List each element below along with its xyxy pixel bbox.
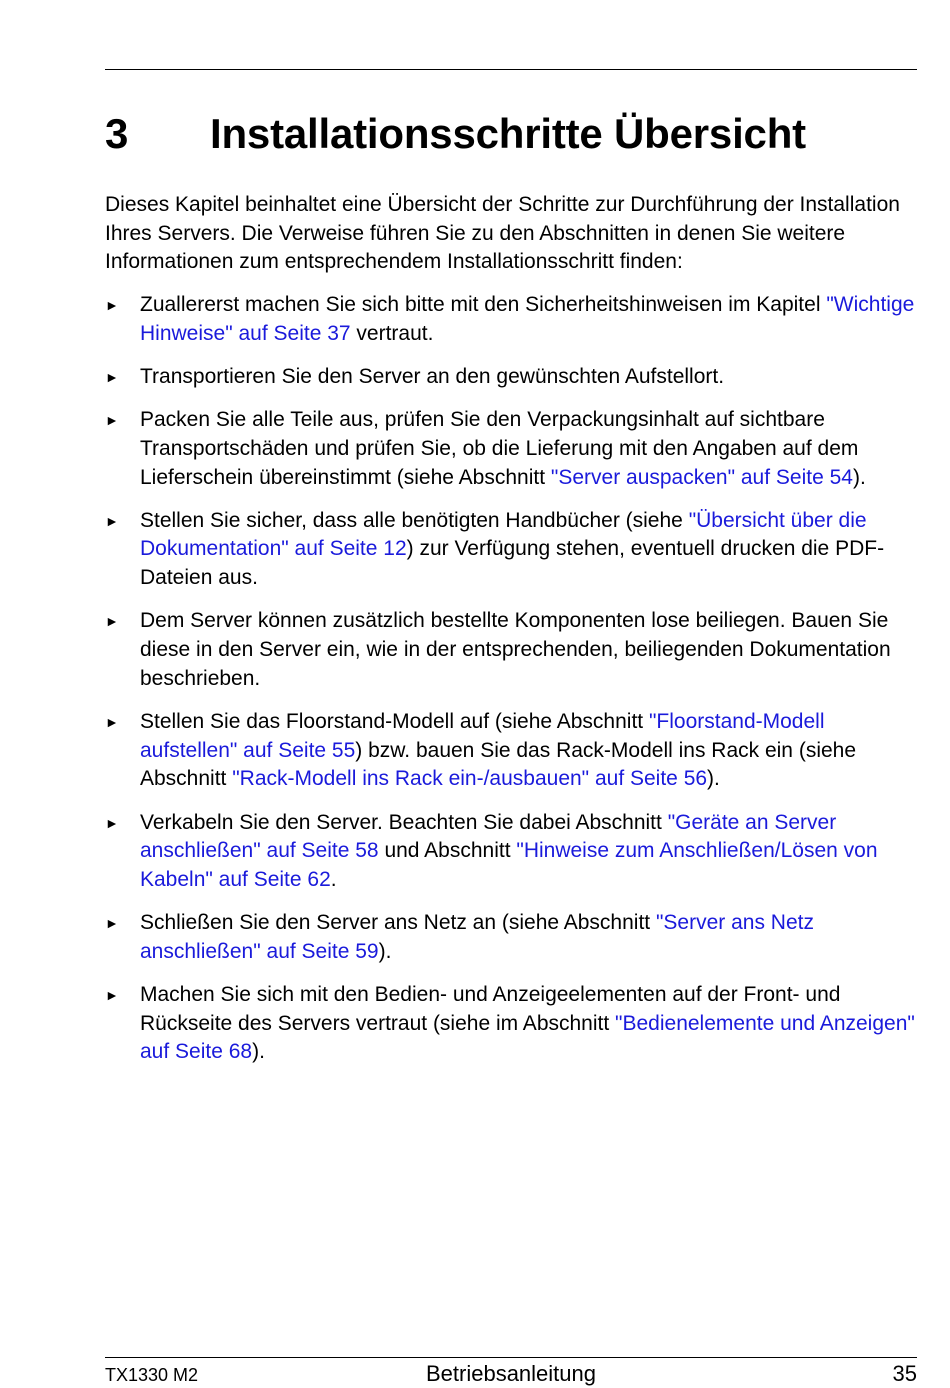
step-text: ). bbox=[852, 465, 866, 489]
bullet-arrow-icon: ► bbox=[105, 368, 119, 385]
page-number: 35 bbox=[892, 1361, 917, 1386]
bullet-arrow-icon: ► bbox=[105, 987, 119, 1004]
chapter-title: Installationsschritte Übersicht bbox=[210, 110, 806, 157]
cross-reference-link[interactable]: "Geräte an Server anschließen" auf Seite 58 bbox=[140, 810, 837, 863]
list-item bbox=[105, 291, 917, 348]
list-item bbox=[105, 708, 917, 794]
list-item bbox=[105, 507, 917, 593]
step-text: ). bbox=[707, 767, 720, 791]
step-text: Verkabeln Sie den Server. Beachten Sie dabei Abschnitt bbox=[140, 810, 668, 834]
footer-document-title: Betriebsanleitung bbox=[425, 1361, 596, 1386]
cross-reference-link[interactable]: "Übersicht über die Dokumentation" auf Seite 12 bbox=[140, 508, 867, 561]
step-text: ) bzw. bauen Sie das Rack-Modell ins Rack ein (siehe Abschnitt bbox=[140, 738, 857, 791]
list-item bbox=[105, 363, 917, 392]
cross-reference-link[interactable]: "Floorstand-Modell aufstellen" auf Seite 55 bbox=[140, 709, 825, 762]
bullet-arrow-icon: ► bbox=[105, 412, 119, 429]
step-text: vertraut. bbox=[350, 321, 434, 345]
cross-reference-link[interactable]: "Bedienelemente und Anzeigen" auf Seite 68 bbox=[140, 1011, 915, 1064]
header-rule bbox=[105, 69, 917, 70]
step-text: Machen Sie sich mit den Bedien- und Anzeigeelementen auf der Front- und Rückseite des Servers vertraut (siehe im Abschnitt bbox=[140, 983, 841, 1035]
bullet-arrow-icon: ► bbox=[105, 512, 119, 529]
cross-reference-link[interactable]: "Rack-Modell ins Rack ein-/ausbauen" auf Seite 56 bbox=[232, 767, 708, 791]
bullet-arrow-icon: ► bbox=[105, 613, 119, 630]
step-text: und Abschnitt bbox=[378, 839, 517, 863]
chapter-number: 3 bbox=[105, 110, 129, 157]
bullet-arrow-icon: ► bbox=[105, 713, 119, 730]
intro-paragraph: Dieses Kapitel beinhaltet eine Übersicht der Schritte zur Durchführung der Installation Ihres Servers. Die Verweise führen Sie zu den Abschnitten in denen Sie weitere Informationen zum entsprechendem Installationsschritt finden: bbox=[105, 193, 900, 274]
cross-reference-link[interactable]: "Server ans Netz anschließen" auf Seite 59 bbox=[140, 911, 814, 963]
list-item bbox=[105, 809, 917, 895]
step-text: ). bbox=[252, 1040, 265, 1064]
installation-steps-list bbox=[105, 291, 917, 1082]
step-text: Schließen Sie den Server ans Netz an (siehe Abschnitt bbox=[140, 911, 656, 935]
step-text: Dem Server können zusätzlich bestellte Komponenten lose beiliegen. Bauen Sie diese in den Server ein, wie in der entsprechenden, beiliegenden Dokumentation beschrieben. bbox=[140, 609, 891, 690]
list-item bbox=[105, 607, 917, 693]
footer-rule bbox=[105, 1357, 917, 1358]
step-text: Zuallererst machen Sie sich bitte mit den Sicherheitshinweisen im Kapitel bbox=[140, 293, 827, 316]
chapter-heading bbox=[105, 106, 917, 162]
cross-reference-link[interactable]: "Hinweise zum Anschließen/Lösen von Kabeln" auf Seite 62 bbox=[140, 839, 878, 891]
cross-reference-link[interactable]: "Server auspacken" auf Seite 54 bbox=[550, 465, 853, 489]
list-item bbox=[105, 909, 917, 966]
step-text: Stellen Sie das Floorstand-Modell auf (siehe Abschnitt bbox=[140, 709, 649, 733]
step-text: ) zur Verfügung stehen, eventuell drucken die PDF-Dateien aus. bbox=[140, 537, 885, 590]
step-text: Stellen Sie sicher, dass alle benötigten Handbücher (siehe bbox=[140, 508, 689, 532]
footer-model: TX1330 M2 bbox=[105, 1365, 199, 1385]
step-text: ). bbox=[378, 939, 392, 963]
step-text: Transportieren Sie den Server an den gewünschten Aufstellort. bbox=[140, 364, 725, 388]
step-text: Packen Sie alle Teile aus, prüfen Sie den Verpackungsinhalt auf sichtbare Transportschäden und prüfen Sie, ob die Lieferung mit den Angaben auf dem Lieferschein übereinstimmt (siehe Abschnitt bbox=[140, 408, 859, 489]
bullet-arrow-icon: ► bbox=[105, 915, 119, 932]
cross-reference-link[interactable]: "Wichtige Hinweise" auf Seite 37 bbox=[140, 293, 915, 345]
bullet-arrow-icon: ► bbox=[105, 814, 119, 831]
step-text: . bbox=[330, 867, 337, 891]
list-item bbox=[105, 406, 917, 492]
list-item bbox=[105, 981, 917, 1067]
bullet-arrow-icon: ► bbox=[105, 297, 119, 313]
